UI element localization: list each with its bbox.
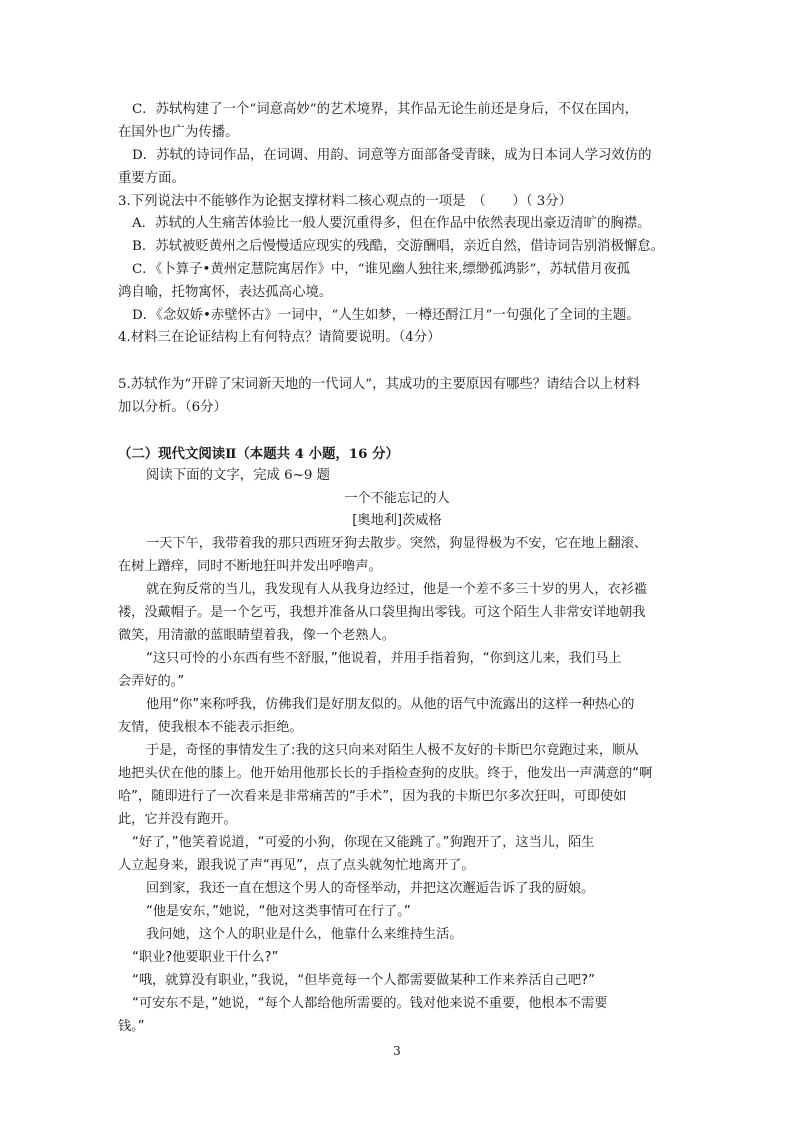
q4-stem: 4.材料三在论证结构上有何特点？请简要说明。（4分） — [118, 330, 441, 345]
story-p5-line1: 于是，奇怪的事情发生了:我的这只向来对陌生人极不友好的卡斯巴尔竟跑过来，顺从 — [146, 743, 639, 758]
q3-option-c-line1: C．《卜算子•黄州定慧院寓居作》中，“谁见幽人独往来,缥缈孤鸿影”，苏轼借月夜孤 — [132, 262, 631, 277]
story-p6-line1: “好了，”他笑着说道，“可爱的小狗，你现在又能跳了。”狗跑开了，这当儿，陌生 — [132, 835, 595, 850]
story-p4-line1: 他用“你”来称呼我，仿佛我们是好朋友似的。从他的语气中流露出的这样一种热心的 — [146, 697, 635, 712]
story-p5-line3: 哈”，随即进行了一次看来是非常痛苦的“手术”，因为我的卡斯巴尔多次狂叫，可即使如 — [118, 789, 627, 804]
q3-option-a: A．苏轼的人生痛苦体验比一般人要沉重得多，但在作品中依然表现出豪迈清旷的胸襟。 — [132, 216, 651, 231]
story-p2-line3: 微笑，用清澈的蓝眼睛望着我，像一个老熟人。 — [118, 628, 395, 643]
story-p7: 回到家，我还一直在想这个男人的奇怪举动，并把这次邂逅告诉了我的厨娘。 — [146, 881, 595, 896]
section2-instruction: 阅读下面的文字，完成 6~9 题 — [146, 468, 331, 483]
q3-option-c-line2: 鸿自喻，托物寓怀，表达孤高心境。 — [118, 285, 333, 300]
story-p4-line2: 友情，使我根本不能表示拒绝。 — [118, 720, 303, 735]
story-p6-line2: 人立起身来，跟我说了声“再见”，点了点头就匆忙地离开了。 — [118, 858, 475, 873]
q3-stem: 3.下列说法中不能够作为论据支撑材料二核心观点的一项是 （ ）（ 3分） — [118, 194, 573, 209]
q3-option-b: B．苏轼被贬黄州之后慢慢适应现实的残酷，交游酬唱，亲近自然，借诗词告别消极懈怠。 — [132, 239, 665, 254]
q2-option-c-line2: 在国外也广为传播。 — [118, 125, 239, 140]
story-title: 一个不能忘记的人 — [344, 491, 450, 506]
story-p5-line4: 此，它并没有跑开。 — [118, 812, 237, 827]
q2-option-c-line1: C．苏轼构建了一个“词意高妙”的艺术境界，其作品无论生前还是身后，不仅在国内， — [132, 102, 638, 117]
story-p2-line2: 褛，没戴帽子。是一个乞丐，我想并准备从口袋里掏出零钱。可这个陌生人非常安详地朝我 — [118, 605, 646, 620]
page-number: 3 — [393, 1044, 401, 1058]
story-p5-line2: 地把头伏在他的膝上。他开始用他那长长的手指检查狗的皮肤。终于，他发出一声满意的“啊 — [118, 766, 653, 781]
story-p8: “他是安东，”她说，“他对这类事情可在行了。” — [146, 904, 411, 919]
q3-option-d: D．《念奴娇•赤壁怀古》一词中，“人生如梦，一樽还酹江月”一句强化了全词的主题。 — [132, 308, 640, 323]
story-p3-line1: “这只可怜的小东西有些不舒服，”他说着，并用手指着狗，“你到这儿来，我们马上 — [146, 651, 622, 666]
story-p1-line2: 在树上蹭痒，同时不断地狂叫并发出呼噜声。 — [118, 559, 382, 574]
story-p12-line1: “可安东不是，”她说，“每个人都给他所需要的。钱对他来说不重要，他根本不需要 — [132, 996, 608, 1011]
q5-line1: 5.苏轼作为“开辟了宋词新天地的一代词人”，其成功的主要原因有哪些？请结合以上材料 — [118, 377, 640, 392]
section2-heading: （二）现代文阅读Ⅱ（本题共 4 小题，16 分） — [118, 446, 399, 462]
story-p9: 我问她，这个人的职业是什么，他靠什么来维持生活。 — [146, 927, 463, 942]
q5-line2: 加以分析。（6分） — [118, 400, 227, 415]
story-p3-line2: 会弄好的。” — [118, 674, 185, 689]
story-p1-line1: 一天下午，我带着我的那只西班牙狗去散步。突然，狗显得极为不安，它在地上翻滚、 — [146, 536, 648, 551]
story-p10: “职业?他要职业干什么?” — [132, 950, 279, 965]
story-author: [奥地利]茨威格 — [352, 513, 442, 528]
story-p12-line2: 钱。” — [118, 1019, 145, 1034]
q2-option-d-line2: 重要方面。 — [118, 171, 185, 186]
story-p11: “哦，就算没有职业，”我说，“但毕竟每一个人都需要做某种工作来养活自己吧?” — [132, 973, 595, 988]
q2-option-d-line1: D．苏轼的诗词作品，在词调、用韵、词意等方面部备受青睐，成为日本词人学习效仿的 — [132, 148, 652, 163]
story-p2-line1: 就在狗反常的当儿，我发现有人从我身边经过，他是一个差不多三十岁的男人，衣衫褴 — [146, 582, 648, 597]
